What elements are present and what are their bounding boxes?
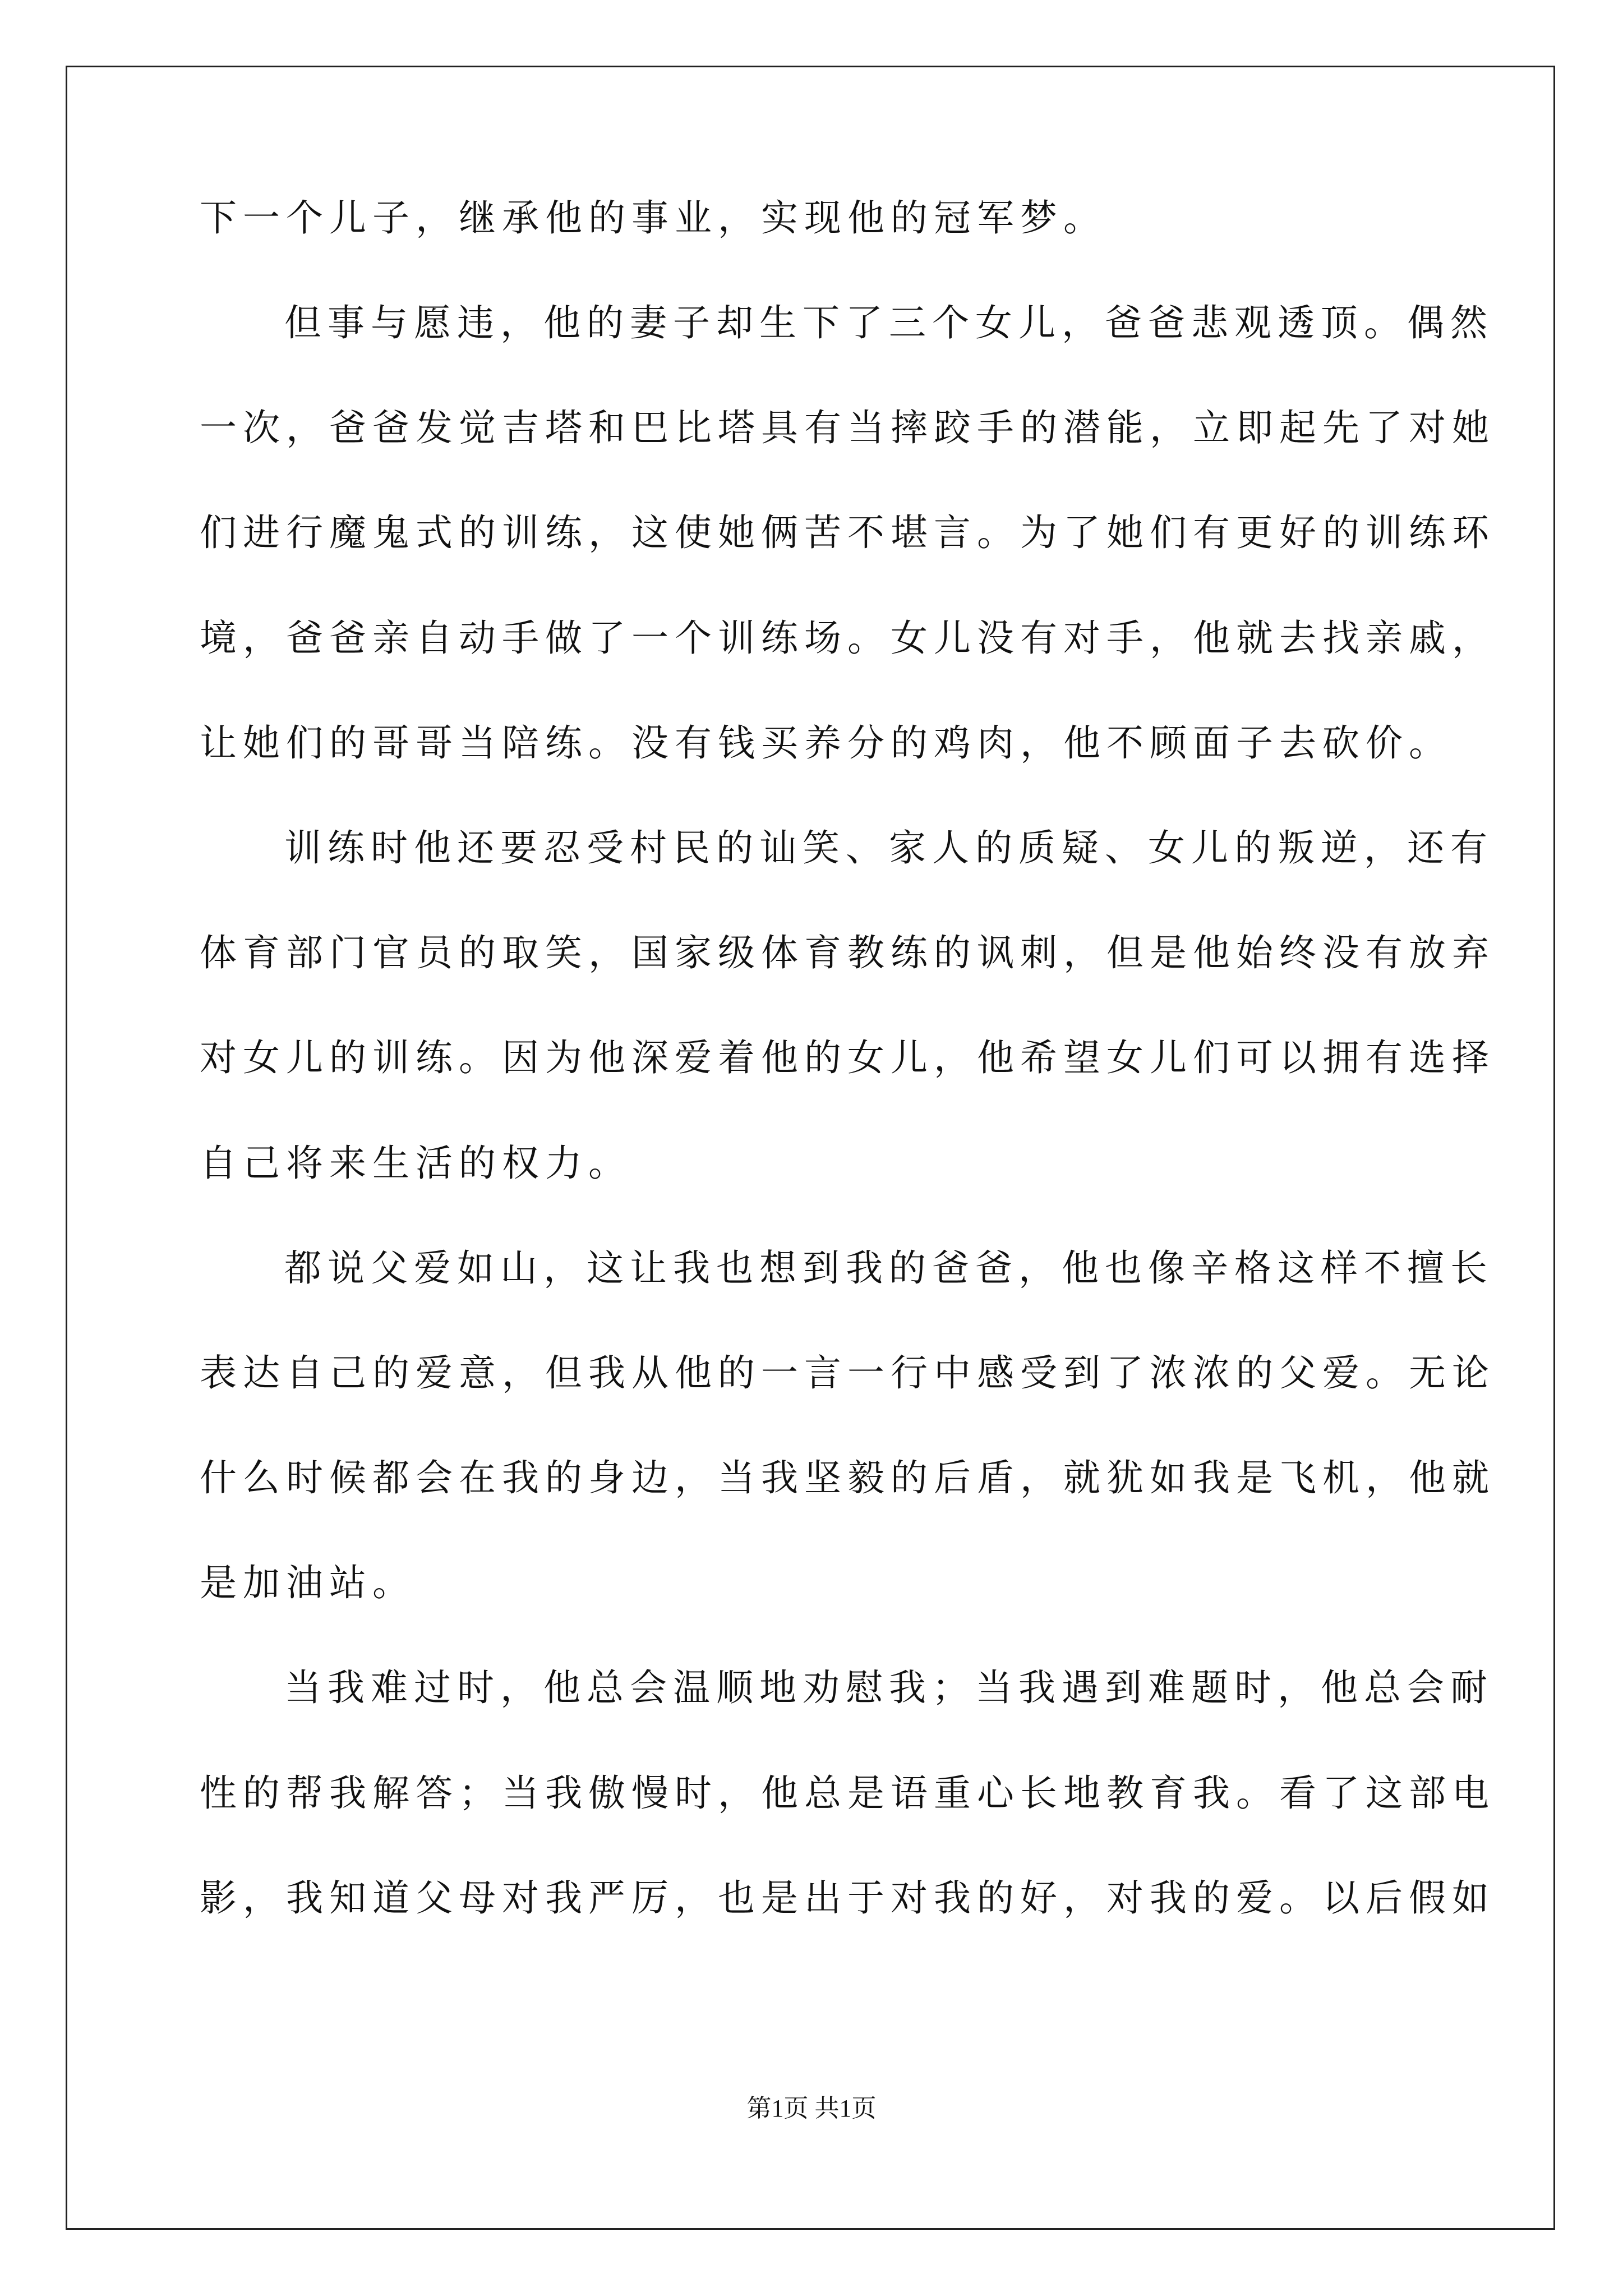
text-line: 什么时候都会在我的身边，当我坚毅的后盾，就犹如我是飞机，他就 (200, 1456, 1495, 1499)
text-line: 当我难过时，他总会温顺地劝慰我；当我遇到难题时，他总会耐 (284, 1666, 1493, 1709)
text-line: 境，爸爸亲自动手做了一个训练场。女儿没有对手，他就去找亲戚， (200, 616, 1495, 660)
text-line: 都说父爱如山，这让我也想到我的爸爸，他也像辛格这样不擅长 (284, 1246, 1493, 1290)
text-line: 表达自己的爱意，但我从他的一言一行中感受到了浓浓的父爱。无论 (200, 1351, 1495, 1395)
text-line: 训练时他还要忍受村民的讪笑、家人的质疑、女儿的叛逆，还有 (284, 826, 1493, 869)
text-line: 们进行魔鬼式的训练，这使她俩苦不堪言。为了她们有更好的训练环 (200, 511, 1495, 554)
page-footer: 第1页 共1页 (746, 2095, 877, 2122)
text-line: 自己将来生活的权力。 (200, 1142, 631, 1185)
text-line: 但事与愿违，他的妻子却生下了三个女儿，爸爸悲观透顶。偶然 (284, 301, 1493, 344)
text-line: 下一个儿子，继承他的事业，实现他的冠军梦。 (200, 196, 1106, 240)
text-line: 性的帮我解答；当我傲慢时，他总是语重心长地教育我。看了这部电 (200, 1772, 1495, 1815)
text-line: 影，我知道父母对我严厉，也是出于对我的好，对我的爱。以后假如 (200, 1876, 1495, 1920)
text-line: 一次，爸爸发觉吉塔和巴比塔具有当摔跤手的潜能，立即起先了对她 (200, 406, 1495, 449)
text-line: 是加油站。 (200, 1561, 416, 1604)
text-line: 体育部门官员的取笑，国家级体育教练的讽刺，但是他始终没有放弃 (200, 931, 1495, 974)
text-line: 让她们的哥哥当陪练。没有钱买养分的鸡肉，他不顾面子去砍价。 (200, 721, 1452, 765)
text-line: 对女儿的训练。因为他深爱着他的女儿，他希望女儿们可以拥有选择 (200, 1036, 1495, 1079)
